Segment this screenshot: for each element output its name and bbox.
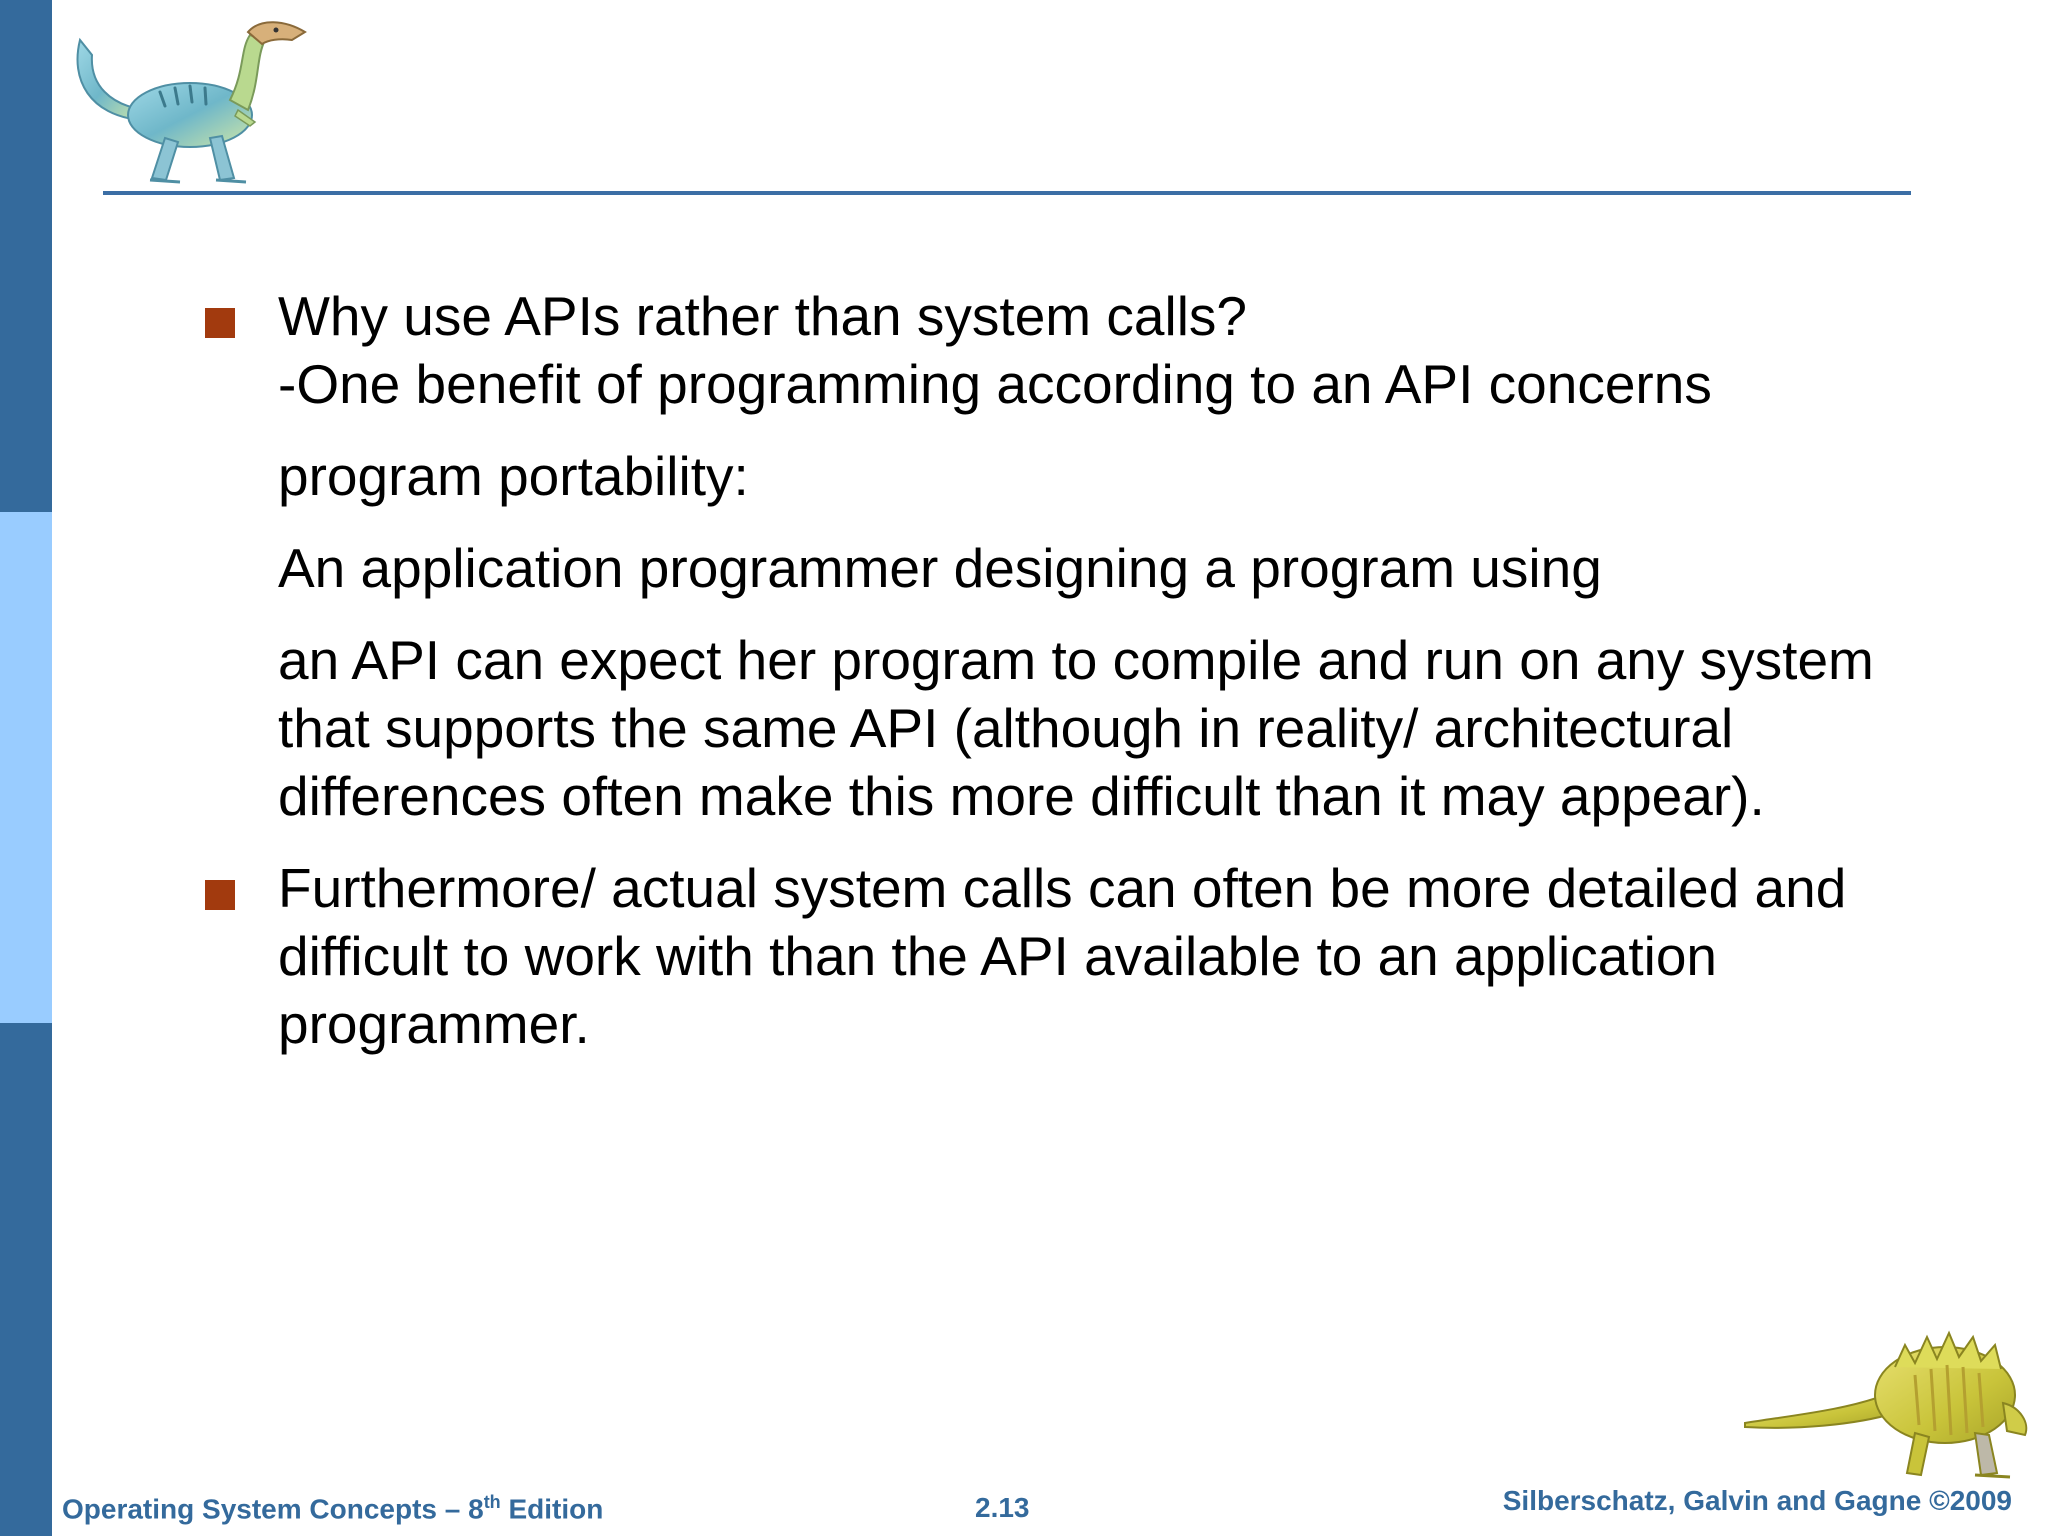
dinosaur-top-left-image [70, 10, 320, 190]
side-bar-top-segment [0, 0, 52, 512]
header-rule [103, 191, 1911, 195]
slide-content [200, 282, 1960, 1058]
side-bar-bottom-segment [0, 1023, 52, 1536]
bullet-text-line: programmer. [278, 993, 590, 1055]
dinosaur-bottom-right-image [1735, 1315, 2035, 1485]
bullet-text-line: program portability: [278, 445, 749, 507]
footer-book-sup: th [483, 1492, 501, 1512]
bullet-text-line: An application programmer designing a program using [278, 537, 1602, 599]
bullet-text-line: differences often make this more difficult than it may appear). [278, 765, 1765, 827]
bullet-text-line: Why use APIs rather than system calls? [278, 285, 1247, 347]
bullet-item [200, 282, 1960, 830]
bullet-text-line: that supports the same API (although in reality/ architectural [278, 697, 1734, 759]
bullet-square-icon [205, 308, 235, 338]
footer-book-prefix: Operating System Concepts – 8 [62, 1493, 484, 1525]
bullet-text-line: difficult to work with than the API available to an application [278, 925, 1718, 987]
side-bar-middle-segment [0, 512, 52, 1023]
side-bar [0, 0, 52, 1536]
footer-book-suffix: Edition [500, 1493, 604, 1525]
footer-book-title [62, 1492, 603, 1525]
bullet-text-line: -One benefit of programming according to an API concerns [278, 353, 1712, 415]
bullet-text-line: Furthermore/ actual system calls can often be more detailed and [278, 857, 1847, 919]
bullet-item [200, 854, 1960, 1058]
bullet-square-icon [205, 880, 235, 910]
footer-authors: Silberschatz, Galvin and Gagne ©2009 [1502, 1485, 2012, 1516]
bullet-text-line: an API can expect her program to compile and run on any system [278, 629, 1874, 691]
footer-page-number: 2.13 [975, 1492, 1030, 1523]
